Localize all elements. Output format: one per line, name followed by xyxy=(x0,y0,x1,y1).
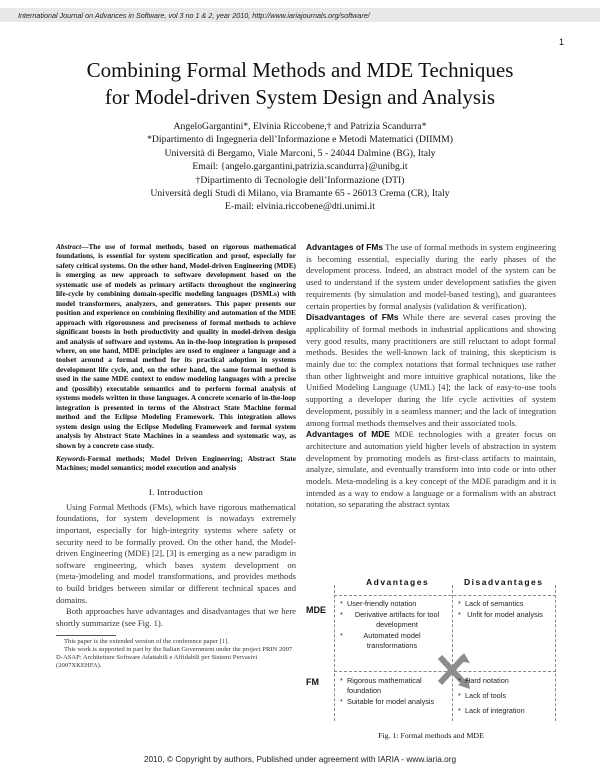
list-item: * Hard notation xyxy=(458,676,509,685)
footnote-separator xyxy=(56,635,116,636)
list-item: * Lack of semantics xyxy=(458,599,524,608)
disadvantages-fm-text: While there are several cases proving the applicability of formal methods in industrial applications and showing very good results, many practitioners are still reluctant to adopt formal methods. Besides the well-known lack of training, this skepticism is mainly due to: the complex notations that formal techniques use rather than other lightweight and more intuitive graphical notations, like the Unified Modeling Language (UML) [4]; the lack of easy-to-use tools supporting a developer during the life cycle activities of system development, possibly in a seamless manner; and the lack of integration among formal methods themselves and their associated tools. xyxy=(306,312,556,428)
intro-paragraph-1: Using Formal Methods (FMs), which have rigorous mathematical foundations, for system development is nowadays extremely important, especially for high-integrity systems where safety or security need to be formally proved. On the other hand, the Model-driven Engineering (MDE) [2], [3] is emerging as a new paradigm in software engineering, which bases system development on (meta-)modeling and model transformations, and provides methods to build bridges between similar or different technical spaces and domains. xyxy=(56,501,296,605)
list-item: * User-friendly notation xyxy=(340,599,417,608)
footnote-2: This work is supported in part by the Italian Government under the project PRIN 2007 D-ASAP: Architetture Software Adattabili e Affidabili per Sistemi Pervasivi (2007XKEHFA). xyxy=(56,646,293,670)
left-column xyxy=(56,242,296,670)
fm-advantages-list xyxy=(340,676,450,708)
figure-row-mde: MDE xyxy=(306,605,326,615)
grid-line-top xyxy=(334,595,556,596)
email-2: E-mail: elvinia.riccobene@dti.unimi.it xyxy=(225,201,375,213)
advantages-mde-paragraph xyxy=(306,429,556,511)
disadvantages-fm-paragraph xyxy=(306,312,556,429)
keywords xyxy=(56,454,296,473)
list-item: * Rigorous mathematical foundation xyxy=(340,676,422,695)
abstract-label: Abstract xyxy=(56,242,82,251)
grid-line-right xyxy=(555,585,556,721)
author-names: AngeloGargantini*, Elvinia Riccobene,† and Patrizia Scandurra* xyxy=(173,121,427,132)
address-1: Università di Bergamo, Viale Marconi, 5 - 24044 Dalmine (BG), Italy xyxy=(164,147,436,159)
page-footer: 2010, © Copyright by authors, Published under agreement with IARIA - www.iaria.org xyxy=(143,754,457,764)
figure-caption: Fig. 1: Formal methods and MDE xyxy=(378,731,484,740)
fm-disadvantages-list xyxy=(458,674,554,719)
right-column xyxy=(306,242,556,511)
affiliation-1: *Dipartimento di Ingegneria dell’Informazione e Metodi Matematici (DIIMM) xyxy=(147,134,453,146)
list-item: * Lack of tools xyxy=(458,691,506,700)
grid-line-left xyxy=(334,585,335,721)
figure-col-disadvantages: Disadvantages xyxy=(464,577,544,587)
footnote-1: This paper is the extended version of the conference paper [1]. xyxy=(64,638,229,646)
advantages-mde-text: MDE technologies with a greater focus on architecture and automation yield higher levels of abstraction in system development by promoting models as first-class artifacts to maintain, analyze, simulate, and eventually transform into into code or into other models. Meta-modeling is a key concept of the MDE paradigm and it is intended as a way to endow a language or a formalism with an abstract notation, so separating the abstract syntax xyxy=(306,429,556,510)
journal-header: International Journal on Advances in Software, vol 3 no 1 & 2, year 2010, http://www.iariajournals.org/software/ xyxy=(0,8,600,22)
abstract-text: —The use of formal methods, based on rigorous mathematical foundations, is essential for system specification and proof, especially for safety critical systems. On the other hand, Model-driven Engineering (MDE) is emerging as new approach to software development based on the systematic use of models as primary artifacts throughout the engineering life-cycle by combining domain-specific modeling languages (DSMLs) with model transformers, analyzers, and generators. This paper presents our position and experience on combining flexibility and automation of the MDE approach with rigorousness and preciseness of formal methods to achieve significant boosts in both productivity and quality in model-driven design and analysis of software and systems. An in-the-loop integration is proposed where, on one hand, MDE principles are used to engineer a language and a toolset around a formal method for its practical adoption in systems development life cycle, and, on the other hand, the same formal method is used in the same MDE context to endow modeling languages with a precise and (possibly) executable semantics and to perform formal analysis of systems models written in those languages. A concrete scenario of in-the-loop integration is presented in terms of the Abstract State Machine formal method and the Eclipse Modeling Framework. This integration allows system design using the Eclipse Modeling Framework and formal system analysis by Abstract State Machines in a seamless and systematic way, as shown by a concrete case study. xyxy=(56,242,296,450)
address-2: Università degli Studi di Milano, via Bramante 65 - 26013 Crema (CR), Italy xyxy=(150,188,450,200)
list-item: * Derivative artifacts for tool development xyxy=(340,610,440,629)
mde-disadvantages-list xyxy=(458,599,554,621)
list-item: * Automated model transformations xyxy=(340,631,421,650)
advantages-fm-paragraph xyxy=(306,242,556,312)
advantages-fm-heading: Advantages of FMs xyxy=(306,242,383,252)
keywords-text: -Formal methods; Model Driven Engineering; Abstract State Machines; model semantics; model execution and analysis xyxy=(56,453,296,473)
section-heading-introduction: I. Introduction xyxy=(148,486,204,497)
email-1: Email: {angelo.gargantini,patrizia.scandurra}@unibg.it xyxy=(192,161,408,173)
advantages-fm-text: The use of formal methods in system engineering is becoming essential, especially during the early phases of the development process. Indeed, an abstract model of the system can be used to understand if the system under development satisfies the given requirements (by simulation and model-based testing), and guarantees certain properties by formal analysis (validation & verification). xyxy=(306,242,556,311)
title-line-1: Combining Formal Methods and MDE Techniques xyxy=(86,58,514,82)
author-block xyxy=(60,120,540,214)
affiliation-2: †Dipartimento di Tecnologie dell’Informazione (DTI) xyxy=(195,174,405,186)
paper-title xyxy=(0,57,600,111)
figure-row-fm: FM xyxy=(306,677,319,687)
figure-1 xyxy=(306,573,556,743)
list-item: * Unfit for model analysis xyxy=(458,610,543,619)
list-item: * Lack of integration xyxy=(458,706,525,715)
abstract xyxy=(56,242,296,450)
intro-paragraph-2: Both approaches have advantages and disadvantages that we here shortly summarize (see Fig. 1). xyxy=(56,606,296,628)
list-item: * Suitable for model analysis xyxy=(340,697,435,706)
figure-col-advantages: Advantages xyxy=(366,577,430,587)
advantages-mde-heading: Advantages of MDE xyxy=(306,429,390,440)
disadvantages-fm-heading: Disadvantages of FMs xyxy=(306,312,399,323)
title-line-2: for Model-driven System Design and Analysis xyxy=(104,85,496,109)
mde-advantages-list xyxy=(340,599,450,652)
keywords-label: Keywords xyxy=(56,453,86,463)
page-number: 1 xyxy=(558,37,564,47)
